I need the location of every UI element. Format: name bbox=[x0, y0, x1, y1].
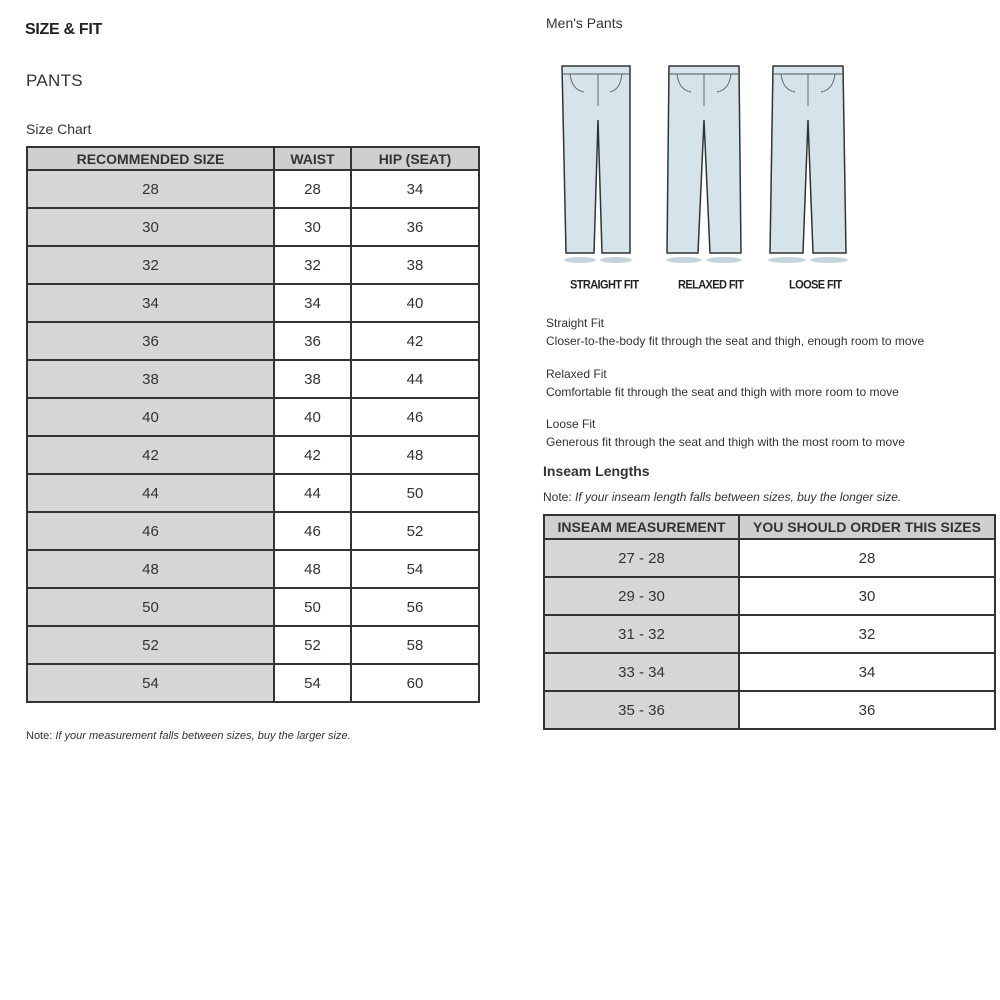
table-cell: 44 bbox=[351, 360, 479, 398]
table-cell: 44 bbox=[27, 474, 274, 512]
table-cell: 36 bbox=[27, 322, 274, 360]
table-cell: 40 bbox=[274, 398, 351, 436]
size-chart-row bbox=[27, 170, 479, 208]
table-cell: 34 bbox=[351, 170, 479, 208]
relaxed-fit-title: Relaxed Fit bbox=[546, 367, 607, 381]
size-chart-row bbox=[27, 246, 479, 284]
table-cell: 42 bbox=[274, 436, 351, 474]
table-cell: 46 bbox=[27, 512, 274, 550]
table-cell: 58 bbox=[351, 626, 479, 664]
inseam-row bbox=[544, 691, 995, 729]
table-cell: 36 bbox=[739, 691, 995, 729]
table-cell: 30 bbox=[739, 577, 995, 615]
inseam-row bbox=[544, 539, 995, 577]
table-cell: 27 - 28 bbox=[544, 539, 739, 577]
table-cell: 34 bbox=[274, 284, 351, 322]
table-cell: 32 bbox=[27, 246, 274, 284]
size-chart-row bbox=[27, 436, 479, 474]
inseam-note-text: If your inseam length falls between sizes, buy the longer size. bbox=[575, 490, 902, 504]
table-cell: 40 bbox=[351, 284, 479, 322]
inseam-table bbox=[543, 514, 996, 730]
size-chart-row bbox=[27, 360, 479, 398]
table-cell: 44 bbox=[274, 474, 351, 512]
table-cell: 34 bbox=[27, 284, 274, 322]
straight-fit-description: Closer-to-the-body fit through the seat and thigh, enough room to move bbox=[546, 334, 925, 348]
size-chart-title: Size Chart bbox=[26, 121, 92, 137]
loose-fit-pants-image bbox=[768, 66, 848, 263]
mens-pants-title: Men's Pants bbox=[546, 15, 623, 31]
relaxed-fit-label: RELAXED FIT bbox=[678, 278, 744, 292]
size-chart-row bbox=[27, 550, 479, 588]
table-cell: 38 bbox=[274, 360, 351, 398]
size-chart-row bbox=[27, 474, 479, 512]
table-cell: 38 bbox=[27, 360, 274, 398]
table-cell: 28 bbox=[27, 170, 274, 208]
relaxed-fit-pants-image bbox=[666, 66, 742, 263]
inseam-note bbox=[543, 490, 901, 504]
table-cell: 32 bbox=[739, 615, 995, 653]
table-cell: 50 bbox=[274, 588, 351, 626]
table-cell: 48 bbox=[27, 550, 274, 588]
relaxed-fit-description: Comfortable fit through the seat and thigh with more room to move bbox=[546, 385, 899, 399]
note-label: Note: bbox=[26, 730, 53, 742]
size-chart-row bbox=[27, 588, 479, 626]
inseam-lengths-title: Inseam Lengths bbox=[543, 463, 650, 479]
size-chart-row bbox=[27, 626, 479, 664]
table-cell: 46 bbox=[274, 512, 351, 550]
table-cell: 36 bbox=[351, 208, 479, 246]
header-inseam-measurement: INSEAM MEASUREMENT bbox=[544, 515, 739, 539]
inseam-header-row bbox=[544, 515, 995, 539]
size-chart-row bbox=[27, 284, 479, 322]
table-cell: 52 bbox=[27, 626, 274, 664]
size-chart-note bbox=[26, 730, 351, 742]
size-chart-header-row bbox=[27, 147, 479, 170]
straight-fit-pants-image bbox=[562, 66, 632, 263]
loose-fit-label: LOOSE FIT bbox=[789, 278, 842, 292]
header-waist: WAIST bbox=[274, 147, 351, 170]
inseam-row bbox=[544, 615, 995, 653]
header-recommended-size: RECOMMENDED SIZE bbox=[27, 147, 274, 170]
table-cell: 38 bbox=[351, 246, 479, 284]
table-cell: 28 bbox=[739, 539, 995, 577]
straight-fit-title: Straight Fit bbox=[546, 316, 605, 330]
table-cell: 33 - 34 bbox=[544, 653, 739, 691]
table-cell: 42 bbox=[351, 322, 479, 360]
size-chart-row bbox=[27, 512, 479, 550]
size-chart-row bbox=[27, 398, 479, 436]
inseam-row bbox=[544, 653, 995, 691]
loose-fit-description: Generous fit through the seat and thigh with the most room to move bbox=[546, 435, 905, 449]
table-cell: 54 bbox=[351, 550, 479, 588]
section-title: SIZE & FIT bbox=[25, 21, 103, 38]
size-chart-row bbox=[27, 322, 479, 360]
table-cell: 50 bbox=[351, 474, 479, 512]
table-cell: 54 bbox=[27, 664, 274, 702]
header-order-size: YOU SHOULD ORDER THIS SIZES bbox=[739, 515, 995, 539]
table-cell: 35 - 36 bbox=[544, 691, 739, 729]
note-text: If your measurement falls between sizes, buy the larger size. bbox=[55, 730, 351, 742]
straight-fit-label: STRAIGHT FIT bbox=[570, 278, 639, 292]
size-chart-table bbox=[26, 146, 480, 703]
pants-fit-illustrations bbox=[548, 60, 868, 275]
table-cell: 56 bbox=[351, 588, 479, 626]
table-cell: 54 bbox=[274, 664, 351, 702]
table-cell: 32 bbox=[274, 246, 351, 284]
loose-fit-title: Loose Fit bbox=[546, 417, 596, 431]
table-cell: 46 bbox=[351, 398, 479, 436]
inseam-note-label: Note: bbox=[543, 490, 572, 504]
inseam-row bbox=[544, 577, 995, 615]
header-hip-seat: HIP (SEAT) bbox=[351, 147, 479, 170]
table-cell: 31 - 32 bbox=[544, 615, 739, 653]
table-cell: 29 - 30 bbox=[544, 577, 739, 615]
table-cell: 40 bbox=[27, 398, 274, 436]
size-chart-row bbox=[27, 664, 479, 702]
table-cell: 52 bbox=[274, 626, 351, 664]
table-cell: 34 bbox=[739, 653, 995, 691]
table-cell: 36 bbox=[274, 322, 351, 360]
table-cell: 30 bbox=[274, 208, 351, 246]
category-title: PANTS bbox=[26, 71, 83, 90]
table-cell: 30 bbox=[27, 208, 274, 246]
pants-illustrations-svg bbox=[548, 60, 868, 275]
table-cell: 42 bbox=[27, 436, 274, 474]
table-cell: 48 bbox=[274, 550, 351, 588]
table-cell: 52 bbox=[351, 512, 479, 550]
size-chart-row bbox=[27, 208, 479, 246]
table-cell: 48 bbox=[351, 436, 479, 474]
table-cell: 60 bbox=[351, 664, 479, 702]
table-cell: 50 bbox=[27, 588, 274, 626]
table-cell: 28 bbox=[274, 170, 351, 208]
